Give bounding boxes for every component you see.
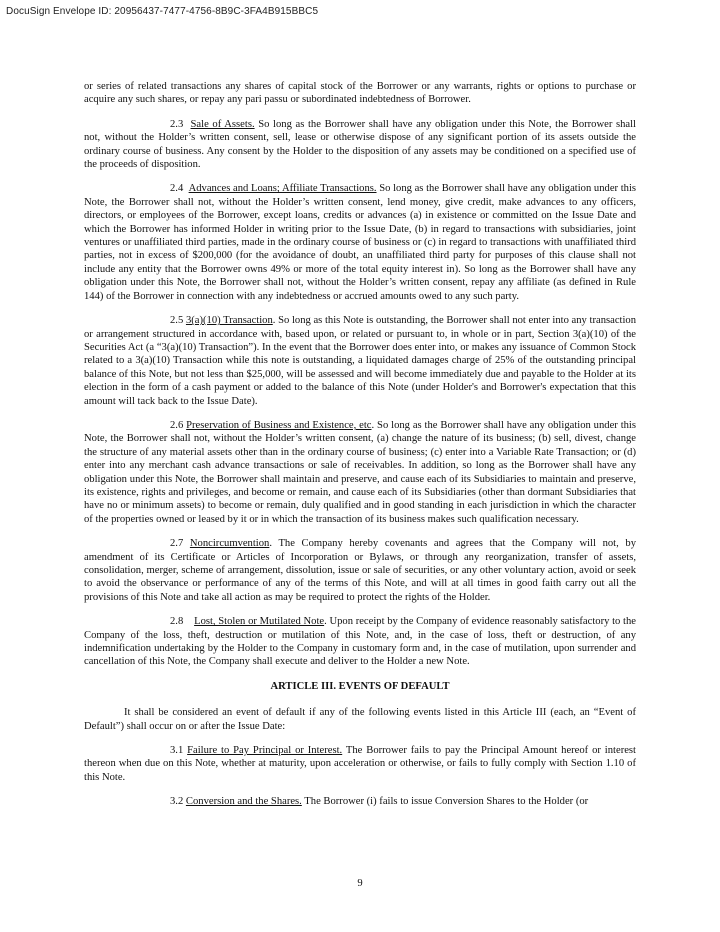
section-3-1 [84,744,636,784]
section-text: The Borrower fails to pay the Principal Amount hereof or interest thereon when due on this Note, whether at maturity, upon acceleration or otherwise, or fails to fully comply with Section 1.10 of this Note. [84,745,636,783]
section-text: . The Company hereby covenants and agrees that the Company will not, by amendment of its Certificate or Articles of Incorporation or Bylaws, or through any reorganization, transfer of assets, consolidation, merger, scheme of arrangement, dissolution, issue or sale of securities, or any other voluntary action, avoid or seek to avoid the observance or performance of any of the terms of this Note, and will at all times in good faith carry out all the provisions of this Note and take all action as may be required to protect the rights of the Holder. [84,538,637,603]
section-number: 2.6 [170,419,184,431]
article-heading: ARTICLE III. EVENTS OF DEFAULT [270,680,450,692]
section-title: Advances and Loans; Affiliate Transactions. [188,183,377,195]
section-text: . So long as the Borrower shall have any obligation under this Note, the Borrower shall not, without the Holder’s written consent, (a) change the nature of its business; (b) sell, divest, change the structure of any material assets other than in the ordinary course of business; (c) enter into a Variable Rate Transaction; or (d) enter into any merchant cash advance transactions or sale of receivables. In addition, so long as the Borrower shall have any obligation under this Note, the Borrower shall maintain and preserve, and cause each of its Subsidiaries to maintain and preserve, its existence, rights and privileges, and become or remain, and cause each of its Subsidiaries (other than dormant Subsidiaries that have no or minimum assets) to become or remain, duly qualified and in good standing in each jurisdiction in which the character of the properties owned or leased by it or in which the transaction of its business makes such qualification necessary. [84,419,636,525]
section-title: Conversion and the Shares. [185,796,302,808]
section-2-4 [84,182,636,303]
section-text: . Upon receipt by the Company of evidence reasonably satisfactory to the Company of the loss, theft, destruction or mutilation of this Note, and, in the case of loss, theft or destruction, of any indemnification undertaking by the Holder to the Company in customary form and, in the case of mutilation, upon surrender and cancellation of this Note, the Company shall execute and deliver to the Holder a new Note. [84,616,636,668]
section-3-2 [84,795,636,808]
section-2-5 [84,314,636,408]
section-title: Sale of Assets. [190,118,255,130]
section-text: So long as the Borrower shall have any obligation under this Note, the Borrower shall not, without the Holder’s written consent, sell, lease or otherwise dispose of any significant portion of its assets outside the ordinary course of business. Any consent by the Holder to the disposition of any assets may be conditioned on a specified use of the proceeds of disposition. [84,118,636,171]
paragraph-continuation: or series of related transactions any shares of capital stock of the Borrower or any warrants, rights or options to purchase or acquire any such shares, or repay any pari passu or subordinated indebtedness of Borrower. [84,81,636,106]
section-title: Preservation of Business and Existence, etc [186,419,372,431]
section-text: . So long as this Note is outstanding, the Borrower shall not enter into any transaction or arrangement structured in accordance with, based upon, or related or pursuant to, in whole or in part, Section 3(a)(10) of the Securities Act (a “3(a)(10) Transaction”). In the event that the Borrower does enter into, or makes any issuance of Common Stock related to a 3(a)(10) Transaction while this note is outstanding, a liquidated damages charge of 25% of the outstanding principal balance of this Note, but not less than $25,000, will be assessed and will become immediately due and payable to the Holder at its election in the form of a cash payment or added to the balance of this Note (under Holder's and Borrower's expectation that this amount will tack back to the Issue Date). [84,315,636,407]
section-2-8 [84,615,636,669]
section-number: 3.1 [170,745,184,757]
section-number: 2.5 [170,315,184,327]
docusign-envelope-id: DocuSign Envelope ID: 20956437-7477-4756-8B9C-3FA4B915BBC5 [6,6,319,17]
section-title: Failure to Pay Principal or Interest. [187,745,343,757]
section-2-6 [84,419,636,526]
section-title: Lost, Stolen or Mutilated Note [194,616,325,628]
section-number: 3.2 [170,796,184,808]
section-title: Noncircumvention [189,538,270,550]
events-intro: It shall be considered an event of default if any of the following events listed in this Article III (each, an “Event of Default”) shall occur on or after the Issue Date: [84,707,636,732]
section-text: The Borrower (i) fails to issue Conversion Shares to the Holder (or [304,796,589,808]
section-number: 2.4 [170,183,184,195]
page-number: 9 [357,878,363,889]
section-title: 3(a)(10) Transaction [185,315,273,327]
document-body [84,80,636,820]
section-2-3 [84,118,636,172]
section-number: 2.8 [170,616,184,628]
section-number: 2.3 [170,118,184,130]
section-number: 2.7 [170,538,184,550]
section-text: So long as the Borrower shall have any obligation under this Note, the Borrower shall not, without the Holder’s written consent, lend money, give credit, make advances to any officers, directors, or employees of the Borrower, except loans, credits or advances (a) in existence or committed on the Issue Date and which the Borrower has informed Holder in writing prior to the Issue Date, (b) in regard to transactions with subsidiaries, joint ventures or unaffiliated third parties, made in the ordinary course of business or (c) in regard to transactions with unaffiliated third parties, not in excess of $200,000 (for the avoidance of doubt, an unaffiliated third party for purposes of this clause shall not include any entity that the Borrower owns 49% or more of the total equity interest in). So long as the Borrower shall have any obligation under this Note, the Borrower shall not, without the Holder’s written consent, repay any affiliate (as defined in Rule 144) of the Borrower in connection with any indebtedness or accrued amounts owed to any such party. [84,183,637,302]
section-2-7 [84,537,636,604]
